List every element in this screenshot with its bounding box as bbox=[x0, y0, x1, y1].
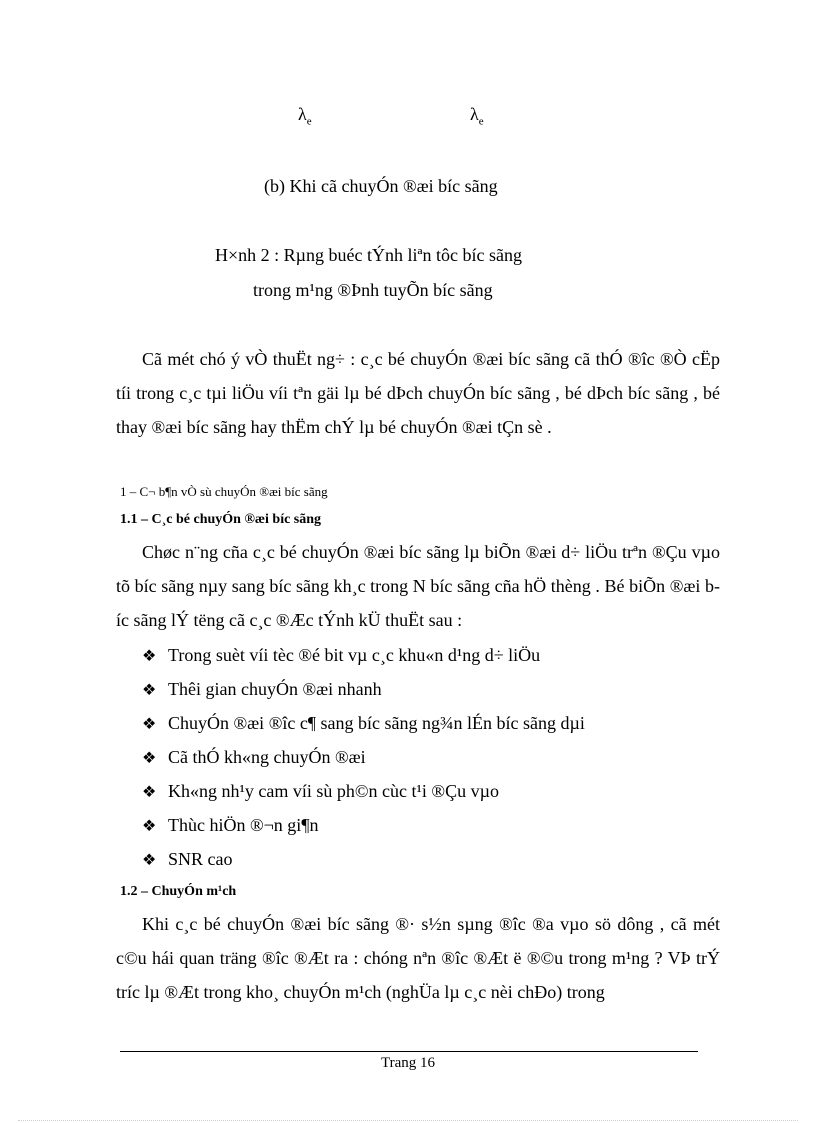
diamond-bullet-icon: ❖ bbox=[142, 818, 157, 835]
list-item: ❖ Thùc hiÖn ®¬n gi¶n bbox=[142, 808, 585, 842]
list-item: ❖ Kh«ng nh¹y cam víi sù ph©n cùc t¹i ®Çu vµo bbox=[142, 774, 585, 808]
section-heading-1-2: 1.2 – ChuyÓn m¹ch bbox=[120, 884, 237, 899]
bullet-list bbox=[142, 638, 585, 876]
paragraph-1-2: Khi c¸c bé chuyÓn ®æi bíc sãng ®· s½n sµng ®îc ®a vµo sö dông , cã mét c©u hái quan träng ®îc ®Æt ra : chóng nªn ®îc ®Æt ë ®©u trong m¹ng ? VÞ trÝ tríc lµ ®Æt trong kho¸ chuyÓn m¹ch (nghÜa lµ c¸c nèi chÐo) trong bbox=[116, 914, 720, 1002]
diamond-bullet-icon: ❖ bbox=[142, 648, 157, 665]
diamond-bullet-icon: ❖ bbox=[142, 750, 157, 767]
diamond-bullet-icon: ❖ bbox=[142, 784, 157, 801]
figure-caption-line2: trong m¹ng ®Þnh tuyÕn bíc sãng bbox=[253, 280, 493, 300]
lambda-right: $\lambda_e$ bbox=[470, 104, 484, 128]
footer-divider bbox=[120, 1051, 698, 1052]
section-heading-small: 1 – C¬ b¶n vÒ sù chuyÓn ®æi bíc sãng bbox=[120, 484, 328, 499]
list-item: ❖ Cã thÓ kh«ng chuyÓn ®æi bbox=[142, 740, 585, 774]
figure-caption-line1: H×nh 2 : Rµng buéc tÝnh liªn tôc bíc sãng bbox=[215, 245, 522, 265]
diamond-bullet-icon: ❖ bbox=[142, 682, 157, 699]
figure-subcaption: (b) Khi cã chuyÓn ®æi bíc sãng bbox=[264, 176, 498, 196]
page-edge bbox=[18, 1120, 798, 1121]
diamond-bullet-icon: ❖ bbox=[142, 716, 157, 733]
lambda-left: $\lambda_e$ bbox=[298, 104, 312, 128]
diamond-bullet-icon: ❖ bbox=[142, 852, 157, 869]
section-heading-1-1: 1.1 – C¸c bé chuyÓn ®æi bíc sãng bbox=[120, 512, 322, 527]
paragraph-1-1: Chøc n¨ng cña c¸c bé chuyÓn ®æi bíc sãng lµ biÕn ®æi d÷ liÖu trªn ®Çu vµo tõ bíc sãng nµy sang bíc sãng kh¸c trong N bíc sãng cña hÖ thèng . Bé biÕn ®æi bíc sãng lÝ tëng cã c¸c ®Æc tÝnh kÜ thuËt sau : bbox=[116, 542, 720, 630]
list-item: ❖ Thêi gian chuyÓn ®æi nhanh bbox=[142, 672, 585, 706]
intro-paragraph: Cã mét chó ý vÒ thuËt ng÷ : c¸c bé chuyÓn ®æi bíc sãng cã thÓ ®îc ®Ò cËp tíi trong c¸c tµi liÖu víi tªn gäi lµ bé dÞch chuyÓn bíc sãng , bé dÞch bíc sãng , bé thay ®æi bíc sãng hay thËm chÝ lµ bé chuyÓn ®æi tÇn sè . bbox=[116, 349, 720, 437]
list-item: ❖ Trong suèt víi tèc ®é bit vµ c¸c khu«n d¹ng d÷ liÖu bbox=[142, 638, 585, 672]
list-item: ❖ ChuyÓn ®æi ®îc c¶ sang bíc sãng ng¾n lÉn bíc sãng dµi bbox=[142, 706, 585, 740]
page-number: Trang 16 bbox=[380, 1055, 436, 1071]
list-item: ❖ SNR cao bbox=[142, 842, 585, 876]
